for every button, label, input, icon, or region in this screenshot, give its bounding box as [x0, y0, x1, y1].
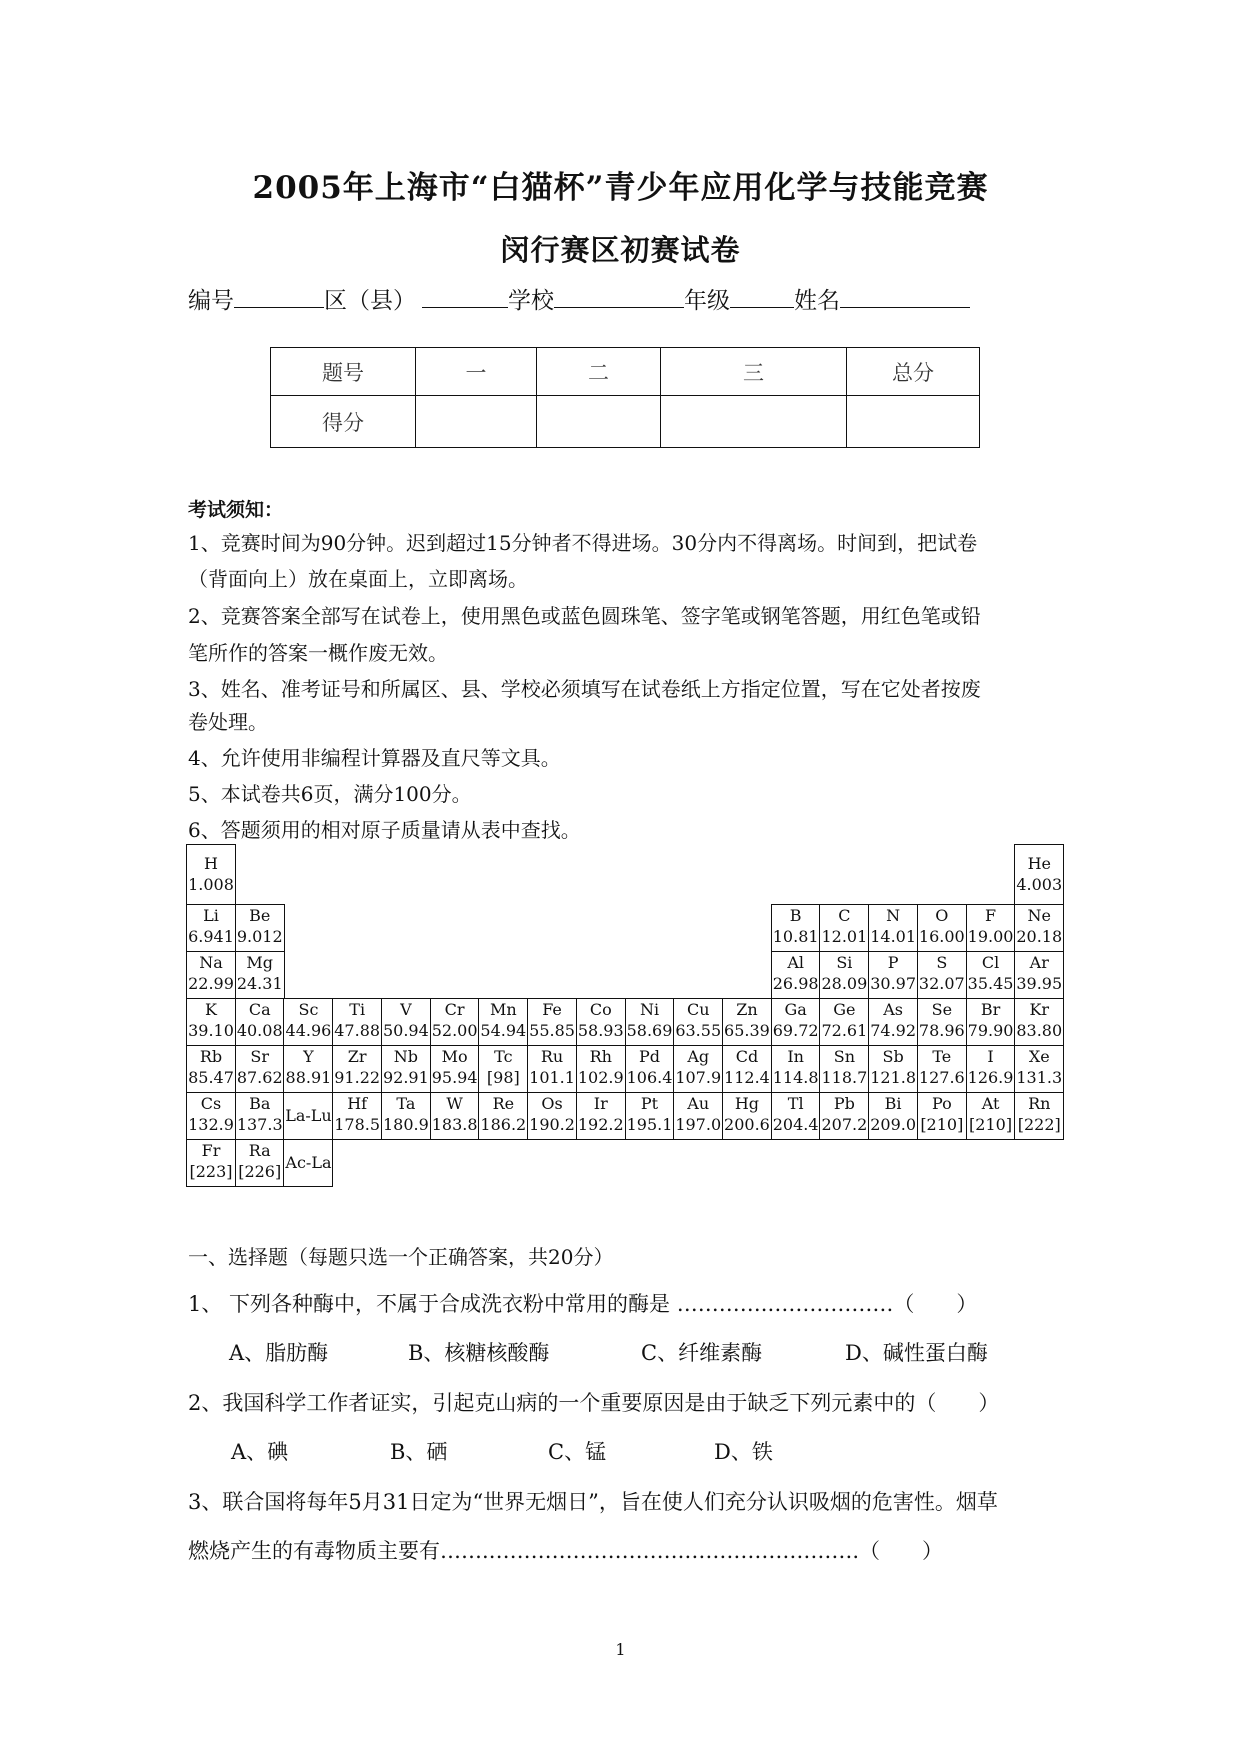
element-mass: 9.012 — [236, 927, 283, 946]
element-mass: 186.2 — [480, 1115, 527, 1134]
element-mass: 39.10 — [188, 1021, 234, 1040]
element-mass: 1.008 — [188, 875, 234, 894]
element-symbol: Ba — [249, 1094, 271, 1113]
q2-option-b[interactable]: B、硒 — [390, 1440, 448, 1464]
element-cell-hg — [722, 1092, 772, 1140]
element-symbol: S — [936, 953, 948, 972]
element-mass: 24.31 — [236, 974, 283, 993]
element-cell-o — [917, 904, 967, 952]
element-mass: 28.09 — [821, 974, 868, 993]
element-mass: 118.7 — [821, 1068, 868, 1087]
district-field[interactable] — [422, 287, 508, 308]
district-label: 区（县） — [324, 288, 416, 314]
element-mass: 207.2 — [821, 1115, 868, 1134]
element-cell-fe — [527, 998, 577, 1046]
number-field[interactable] — [234, 287, 324, 308]
element-symbol: Ar — [1029, 953, 1049, 972]
element-cell-pt — [625, 1092, 675, 1140]
element-cell-ga — [771, 998, 821, 1046]
element-symbol: Te — [932, 1047, 952, 1066]
element-symbol: I — [987, 1047, 994, 1066]
element-symbol: Nb — [393, 1047, 418, 1066]
element-cell-cr — [430, 998, 480, 1046]
element-cell-ar — [1014, 951, 1064, 999]
element-symbol: Ti — [349, 1000, 366, 1019]
question-3-stem-line1: 3、联合国将每年5月31日定为“世界无烟日”，旨在使人们充分认识吸烟的危害性。烟草 — [188, 1490, 998, 1514]
element-symbol: Ag — [687, 1047, 710, 1066]
element-symbol: As — [883, 1000, 903, 1019]
element-mass: 121.8 — [870, 1068, 917, 1087]
grade-field[interactable] — [730, 287, 794, 308]
element-cell-ac-la — [283, 1139, 333, 1187]
school-label: 学校 — [508, 288, 554, 314]
element-cell-po — [917, 1092, 967, 1140]
element-symbol: Cu — [686, 1000, 710, 1019]
element-symbol: K — [205, 1000, 217, 1019]
element-symbol: La-Lu — [285, 1106, 332, 1126]
grade-label: 年级 — [684, 288, 730, 314]
element-cell-fr — [186, 1139, 236, 1187]
element-cell-tc — [478, 1045, 528, 1093]
element-cell-ag — [673, 1045, 723, 1093]
element-cell-si — [819, 951, 869, 999]
element-cell-ti — [332, 998, 382, 1046]
element-mass: 92.91 — [382, 1068, 429, 1087]
notice-item: 6、答题须用的相对原子质量请从表中查找。 — [188, 818, 581, 842]
element-cell-co — [576, 998, 626, 1046]
notice-item: 笔所作的答案一概作废无效。 — [188, 641, 448, 665]
element-mass: 19.00 — [967, 927, 1014, 946]
element-symbol: Zn — [736, 1000, 758, 1019]
element-symbol: Sr — [250, 1047, 270, 1066]
element-cell-sc — [283, 998, 333, 1046]
element-mass: 12.01 — [821, 927, 868, 946]
element-cell-f — [966, 904, 1016, 952]
element-cell-na — [186, 951, 236, 999]
element-mass: 126.9 — [967, 1068, 1014, 1087]
element-cell-be — [235, 904, 285, 952]
element-mass: 63.55 — [675, 1021, 722, 1040]
element-mass: 52.00 — [431, 1021, 478, 1040]
element-cell-te — [917, 1045, 967, 1093]
exam-title: 2005年上海市“白猫杯”青少年应用化学与技能竞赛 — [252, 170, 989, 206]
score-header-cell: 总分 — [847, 348, 980, 396]
element-mass: [210] — [969, 1115, 1013, 1134]
element-cell-zr — [332, 1045, 382, 1093]
element-mass: 101.1 — [529, 1068, 575, 1087]
element-symbol: W — [446, 1094, 463, 1113]
element-mass: [223] — [189, 1162, 233, 1181]
element-symbol: Kr — [1029, 1000, 1050, 1019]
score-header-cell: 三 — [661, 348, 847, 396]
element-symbol: Ru — [540, 1047, 564, 1066]
element-cell-as — [868, 998, 918, 1046]
element-mass: 200.6 — [724, 1115, 770, 1134]
element-mass: 83.80 — [1016, 1021, 1063, 1040]
element-symbol: Cl — [981, 953, 1000, 972]
element-mass: 6.941 — [188, 927, 234, 946]
notice-item: 卷处理。 — [188, 710, 268, 734]
element-mass: 40.08 — [236, 1021, 283, 1040]
element-symbol: Sb — [882, 1047, 904, 1066]
element-symbol: Br — [980, 1000, 1001, 1019]
element-cell-mg — [235, 951, 285, 999]
element-mass: 88.91 — [285, 1068, 332, 1087]
element-mass: [210] — [920, 1115, 964, 1134]
element-mass: 197.0 — [675, 1115, 722, 1134]
score-table-header-row — [271, 348, 980, 396]
element-symbol: Tc — [494, 1047, 513, 1066]
q2-option-a[interactable]: A、碘 — [231, 1440, 289, 1464]
element-cell-tl — [771, 1092, 821, 1140]
element-symbol: Na — [199, 953, 223, 972]
element-cell-se — [917, 998, 967, 1046]
element-symbol: Fr — [201, 1141, 221, 1160]
q1-option-d[interactable]: D、碱性蛋白酶 — [845, 1341, 988, 1365]
element-mass: 107.9 — [675, 1068, 722, 1087]
q1-option-c[interactable]: C、纤维素酶 — [641, 1341, 763, 1365]
element-symbol: Rb — [199, 1047, 223, 1066]
element-cell-rb — [186, 1045, 236, 1093]
element-mass: 190.2 — [529, 1115, 575, 1134]
element-cell-cl — [966, 951, 1016, 999]
q1-option-b[interactable]: B、核糖核酸酶 — [408, 1341, 550, 1365]
element-mass: 95.94 — [431, 1068, 478, 1087]
element-mass: 4.003 — [1016, 875, 1063, 894]
element-mass: 35.45 — [967, 974, 1014, 993]
element-mass: 137.3 — [236, 1115, 283, 1134]
element-symbol: Re — [492, 1094, 515, 1113]
element-mass: 85.47 — [188, 1068, 234, 1087]
element-cell-b — [771, 904, 821, 952]
element-cell-ir — [576, 1092, 626, 1140]
element-cell-rh — [576, 1045, 626, 1093]
element-mass: 102.9 — [577, 1068, 624, 1087]
element-cell-w — [430, 1092, 480, 1140]
element-cell-n — [868, 904, 918, 952]
element-symbol: Cs — [200, 1094, 222, 1113]
question-2-stem: 2、我国科学工作者证实，引起克山病的一个重要原因是由于缺乏下列元素中的（ ） — [188, 1391, 1000, 1415]
element-cell-ne — [1014, 904, 1064, 952]
element-mass: 39.95 — [1016, 974, 1063, 993]
name-field[interactable] — [840, 287, 970, 308]
school-field[interactable] — [554, 287, 684, 308]
element-mass: 180.9 — [382, 1115, 429, 1134]
element-cell-zn — [722, 998, 772, 1046]
element-symbol: In — [787, 1047, 804, 1066]
element-symbol: C — [838, 906, 851, 925]
element-mass: 50.94 — [382, 1021, 429, 1040]
element-symbol: At — [981, 1094, 1000, 1113]
element-mass: 178.5 — [334, 1115, 381, 1134]
element-symbol: Sn — [833, 1047, 856, 1066]
element-mass: 132.9 — [188, 1115, 234, 1134]
element-cell-in — [771, 1045, 821, 1093]
element-mass: [98] — [486, 1068, 520, 1087]
element-symbol: Ga — [784, 1000, 807, 1019]
element-mass: 114.8 — [772, 1068, 819, 1087]
element-symbol: Y — [303, 1047, 314, 1066]
element-mass: 79.90 — [967, 1021, 1014, 1040]
score-row-label: 得分 — [271, 396, 416, 448]
element-symbol: Xe — [1028, 1047, 1050, 1066]
element-mass: 91.22 — [334, 1068, 381, 1087]
element-cell-re — [478, 1092, 528, 1140]
element-symbol: Ta — [396, 1094, 416, 1113]
element-cell-h — [186, 844, 236, 905]
element-cell-sb — [868, 1045, 918, 1093]
element-mass: 58.93 — [577, 1021, 624, 1040]
notice-item: 5、本试卷共6页，满分100分。 — [188, 782, 472, 806]
element-cell-bi — [868, 1092, 918, 1140]
number-label: 编号 — [188, 288, 234, 314]
element-symbol: Se — [931, 1000, 953, 1019]
element-symbol: P — [887, 953, 899, 972]
element-cell-nb — [381, 1045, 431, 1093]
element-cell-pd — [625, 1045, 675, 1093]
element-cell-cu — [673, 998, 723, 1046]
element-mass: 195.1 — [626, 1115, 673, 1134]
element-mass: 16.00 — [918, 927, 965, 946]
element-cell-cd — [722, 1045, 772, 1093]
element-cell-au — [673, 1092, 723, 1140]
element-cell-li — [186, 904, 236, 952]
element-symbol: O — [935, 906, 949, 925]
score-cell[interactable] — [416, 396, 537, 448]
element-symbol: Ra — [248, 1141, 271, 1160]
element-symbol: Os — [541, 1094, 563, 1113]
element-mass: 22.99 — [188, 974, 234, 993]
element-cell-y — [283, 1045, 333, 1093]
element-symbol: Sc — [298, 1000, 319, 1019]
score-cell[interactable] — [661, 396, 847, 448]
element-mass: [226] — [238, 1162, 282, 1181]
element-symbol: Pb — [833, 1094, 855, 1113]
element-symbol: Hf — [347, 1094, 368, 1113]
q2-option-c[interactable]: C、锰 — [548, 1440, 607, 1464]
element-symbol: Ca — [248, 1000, 271, 1019]
element-symbol: Pt — [640, 1094, 659, 1113]
notice-item: 4、允许使用非编程计算器及直尺等文具。 — [188, 746, 561, 770]
element-mass: 65.39 — [724, 1021, 770, 1040]
element-cell-os — [527, 1092, 577, 1140]
element-symbol: V — [400, 1000, 412, 1019]
question-3-stem-line2: 燃烧产生的有毒物质主要有…….……………………….…………………….（ ） — [188, 1539, 944, 1563]
element-symbol: Cr — [444, 1000, 465, 1019]
element-mass: 74.92 — [870, 1021, 917, 1040]
element-symbol: Ge — [833, 1000, 856, 1019]
element-symbol: Bi — [884, 1094, 902, 1113]
element-cell-mn — [478, 998, 528, 1046]
element-cell-hf — [332, 1092, 382, 1140]
element-cell-ca — [235, 998, 285, 1046]
element-symbol: Co — [589, 1000, 612, 1019]
element-symbol: Li — [203, 906, 219, 925]
element-cell-p — [868, 951, 918, 999]
element-symbol: Hg — [734, 1094, 760, 1113]
element-cell-ta — [381, 1092, 431, 1140]
notice-item: 3、姓名、准考证号和所属区、县、学校必须填写在试卷纸上方指定位置，写在它处者按废 — [188, 677, 981, 701]
score-header-cell: 题号 — [271, 348, 416, 396]
element-cell-al — [771, 951, 821, 999]
element-cell-i — [966, 1045, 1016, 1093]
element-cell-sn — [819, 1045, 869, 1093]
element-cell-la-lu — [283, 1092, 333, 1140]
score-table-score-row — [271, 396, 980, 448]
score-header-cell: 二 — [537, 348, 661, 396]
notice-item: 2、竞赛答案全部写在试卷上，使用黑色或蓝色圆珠笔、签字笔或钢笔答题，用红色笔或铅 — [188, 604, 981, 628]
element-cell-br — [966, 998, 1016, 1046]
element-cell-rn — [1014, 1092, 1064, 1140]
element-cell-pb — [819, 1092, 869, 1140]
element-symbol: Ne — [1027, 906, 1051, 925]
element-cell-v — [381, 998, 431, 1046]
element-mass: 32.07 — [918, 974, 965, 993]
element-mass: 72.61 — [821, 1021, 868, 1040]
element-symbol: Mg — [246, 953, 274, 972]
q2-option-d[interactable]: D、铁 — [714, 1440, 773, 1464]
periodic-table — [186, 844, 1063, 1196]
element-symbol: Mo — [441, 1047, 468, 1066]
element-mass: 209.0 — [870, 1115, 917, 1134]
element-cell-ba — [235, 1092, 285, 1140]
page-number: 1 — [615, 1640, 626, 1659]
element-symbol: Cd — [735, 1047, 759, 1066]
element-symbol: F — [985, 906, 997, 925]
element-cell-s — [917, 951, 967, 999]
element-mass: 131.3 — [1016, 1068, 1063, 1087]
element-cell-k — [186, 998, 236, 1046]
score-header-cell: 一 — [416, 348, 537, 396]
element-mass: 87.62 — [236, 1068, 283, 1087]
element-symbol: Ir — [593, 1094, 608, 1113]
element-symbol: Rh — [589, 1047, 612, 1066]
element-mass: 106.4 — [626, 1068, 673, 1087]
question-1-stem: 1、 下列各种酶中，不属于合成洗衣粉中常用的酶是 ………….………………（ ） — [188, 1292, 978, 1316]
section-heading: 一、选择题（每题只选一个正确答案，共20分） — [188, 1245, 614, 1269]
element-symbol: Be — [249, 906, 271, 925]
element-symbol: Rn — [1028, 1094, 1051, 1113]
notice-item: 1、竞赛时间为90分钟。迟到超过15分钟者不得进场。30分内不得离场。时间到，把试卷 — [188, 531, 978, 555]
element-mass: 20.18 — [1016, 927, 1063, 946]
element-mass: 127.6 — [918, 1068, 965, 1087]
element-cell-ni — [625, 998, 675, 1046]
element-symbol: N — [886, 906, 901, 925]
element-symbol: Ac-La — [285, 1153, 332, 1173]
score-cell[interactable] — [537, 396, 661, 448]
element-cell-sr — [235, 1045, 285, 1093]
element-symbol: Mn — [489, 1000, 517, 1019]
element-cell-ru — [527, 1045, 577, 1093]
score-table — [270, 347, 980, 448]
element-cell-kr — [1014, 998, 1064, 1046]
element-mass: 69.72 — [772, 1021, 819, 1040]
element-mass: 14.01 — [870, 927, 917, 946]
element-mass: 54.94 — [480, 1021, 527, 1040]
element-symbol: He — [1027, 854, 1051, 873]
element-cell-ge — [819, 998, 869, 1046]
name-label: 姓名 — [794, 288, 840, 314]
element-mass: 44.96 — [285, 1021, 332, 1040]
element-cell-he — [1014, 844, 1064, 905]
element-symbol: Pd — [639, 1047, 661, 1066]
element-cell-at — [966, 1092, 1016, 1140]
element-mass: 30.97 — [870, 974, 917, 993]
element-cell-xe — [1014, 1045, 1064, 1093]
element-mass: 26.98 — [772, 974, 819, 993]
element-mass: 47.88 — [334, 1021, 381, 1040]
element-symbol: Fe — [542, 1000, 562, 1019]
score-cell[interactable] — [847, 396, 980, 448]
element-cell-ra — [235, 1139, 285, 1187]
element-symbol: Po — [931, 1094, 952, 1113]
element-symbol: Au — [687, 1094, 710, 1113]
element-symbol: Al — [787, 953, 804, 972]
element-symbol: Zr — [347, 1047, 367, 1066]
element-mass: 183.8 — [431, 1115, 478, 1134]
notice-heading: 考试须知： — [188, 499, 284, 521]
element-mass: 78.96 — [918, 1021, 965, 1040]
notice-item: （背面向上）放在桌面上，立即离场。 — [188, 567, 528, 591]
element-symbol: Ni — [639, 1000, 660, 1019]
candidate-info-line — [188, 282, 970, 315]
element-symbol: B — [789, 906, 802, 925]
q1-option-a[interactable]: A、脂肪酶 — [229, 1341, 329, 1365]
element-mass: 10.81 — [772, 927, 819, 946]
element-cell-cs — [186, 1092, 236, 1140]
element-mass: 204.4 — [772, 1115, 819, 1134]
element-symbol: Si — [836, 953, 853, 972]
element-mass: 192.2 — [577, 1115, 624, 1134]
exam-subtitle: 闵行赛区初赛试卷 — [500, 233, 741, 267]
element-cell-mo — [430, 1045, 480, 1093]
element-mass: 58.69 — [626, 1021, 673, 1040]
element-symbol: H — [204, 854, 218, 873]
element-mass: [222] — [1017, 1115, 1061, 1134]
element-symbol: Tl — [787, 1094, 804, 1113]
element-cell-c — [819, 904, 869, 952]
element-mass: 112.4 — [724, 1068, 770, 1087]
element-mass: 55.85 — [529, 1021, 575, 1040]
